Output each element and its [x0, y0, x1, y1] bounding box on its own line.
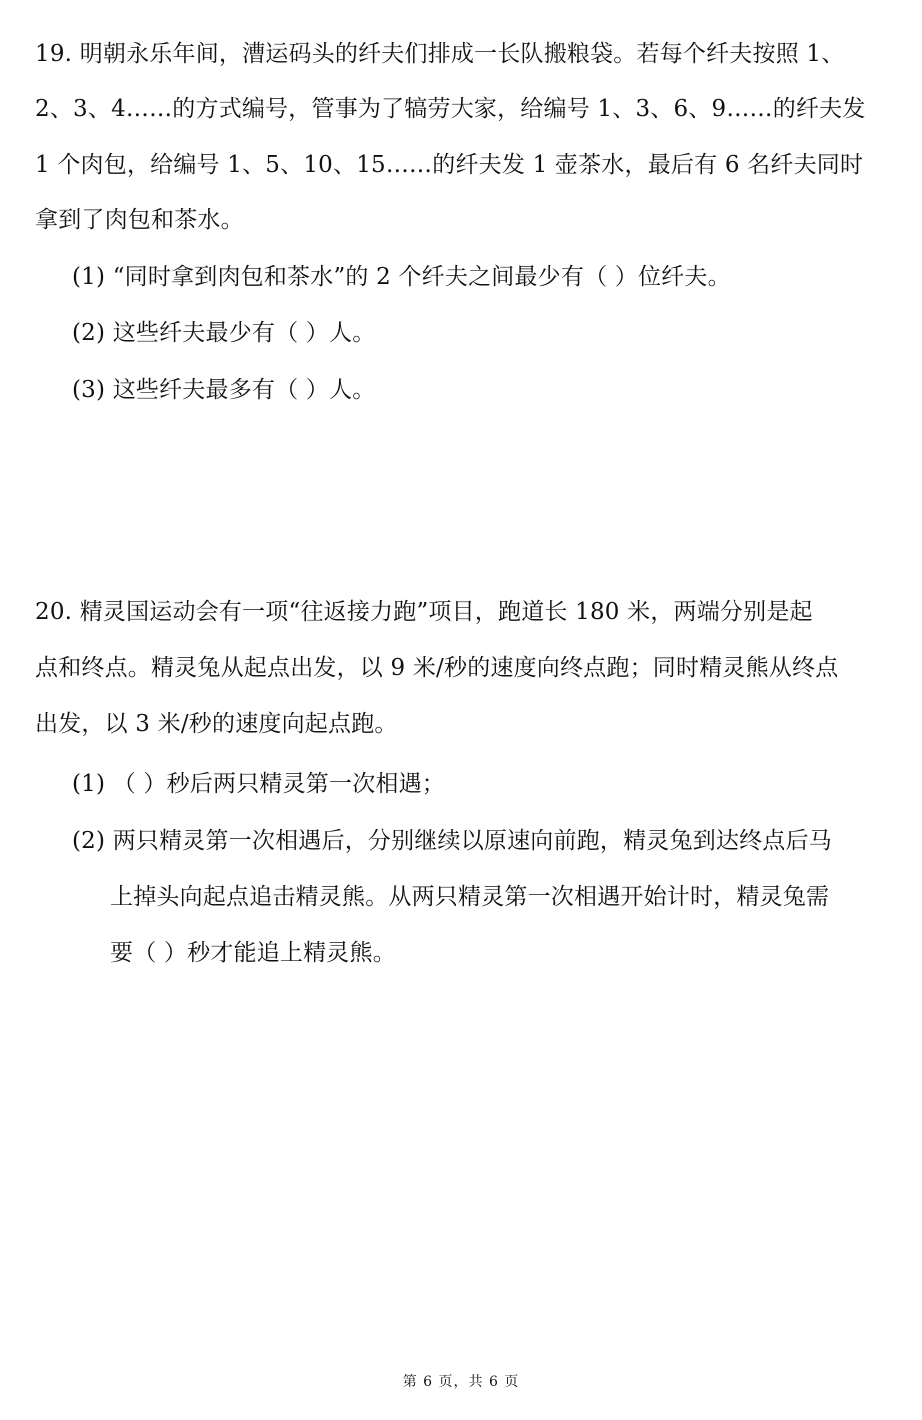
q19-line-1: 19. 明朝永乐年间，漕运码头的纤夫们排成一长队搬粮袋。若每个纤夫按照 1、: [35, 41, 845, 67]
q19-sub-1: (1) “同时拿到肉包和茶水”的 2 个纤夫之间最少有（ ）位纤夫。: [72, 264, 731, 290]
q20-line-3: 出发，以 3 米/秒的速度向起点跑。: [35, 711, 398, 737]
q20-line-2: 点和终点。精灵兔从起点出发，以 9 米/秒的速度向终点跑；同时精灵熊从终点: [35, 655, 839, 681]
q19-line-2: 2、3、4……的方式编号，管事为了犒劳大家，给编号 1、3、6、9……的纤夫发: [35, 96, 866, 122]
q20-sub-2-line-1: (2) 两只精灵第一次相遇后，分别继续以原速向前跑，精灵兔到达终点后马: [72, 828, 832, 854]
q20-sub-2-line-3: 要（ ）秒才能追上精灵熊。: [110, 940, 396, 966]
q20-sub-2-line-2: 上掉头向起点追击精灵熊。从两只精灵第一次相遇开始计时，精灵兔需: [110, 884, 830, 910]
q20-line-1: 20. 精灵国运动会有一项“往返接力跑”项目，跑道长 180 米，两端分别是起: [35, 599, 813, 625]
q19-sub-2: (2) 这些纤夫最少有（ ）人。: [72, 320, 376, 346]
q20-sub-1: (1) （ ）秒后两只精灵第一次相遇；: [72, 771, 446, 797]
q19-sub-3: (3) 这些纤夫最多有（ ）人。: [72, 377, 376, 403]
q19-line-3: 1 个肉包，给编号 1、5、10、15……的纤夫发 1 壶茶水，最后有 6 名纤夫同时: [35, 152, 864, 178]
q19-line-4: 拿到了肉包和茶水。: [35, 207, 244, 233]
page-footer: 第 6 页，共 6 页: [402, 1374, 520, 1390]
